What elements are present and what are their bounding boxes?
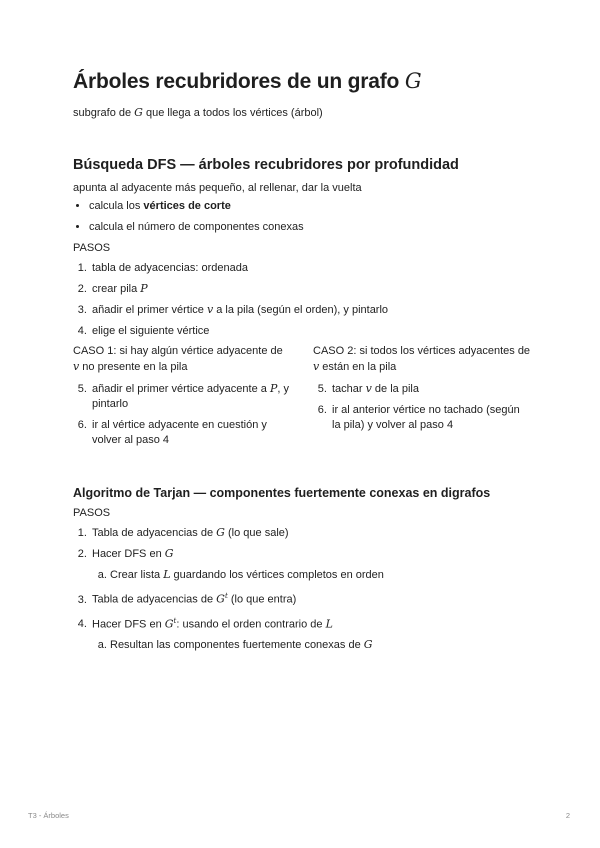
step-text: crear pila [92, 283, 141, 295]
tarjan-section [73, 484, 533, 653]
case-text: CASO 2: si todos los vértices adyacentes de [313, 345, 531, 357]
list-item [90, 546, 533, 583]
tarjan-heading: Algoritmo de Tarjan — componentes fuertemente conexas en digrafos [73, 486, 491, 500]
step-text: (lo que entra) [227, 593, 297, 606]
dfs-section [73, 155, 533, 454]
step-text: añadir el primer vértice adyacente a [92, 383, 270, 395]
step-text: Resultan las componentes fuertemente conexas de [110, 639, 364, 652]
step-var: G [363, 638, 373, 652]
step-var: L [163, 568, 171, 581]
dfs-heading: Búsqueda DFS — árboles recubridores por profundidad [73, 157, 459, 173]
step-var: L [325, 617, 333, 631]
bullet-text: calcula los [89, 200, 144, 212]
dfs-pasos-label: PASOS [73, 242, 111, 254]
case1-condition [73, 344, 291, 375]
tarjan-pasos-label: PASOS [73, 507, 111, 519]
bullet-bold-text: vértices de corte [143, 200, 231, 212]
case-text: CASO 1: si hay algún vértice adyacente de [73, 345, 283, 357]
case-text: están en la pila [319, 361, 397, 373]
step-text: a la pila (según el orden), y pintarlo [213, 304, 389, 316]
step-text: guardando los vértices completos en orden [170, 569, 384, 581]
case1-column [73, 344, 291, 454]
dfs-steps-list [73, 260, 533, 339]
step-text: , y pintarlo [92, 383, 289, 410]
step-text: de la pila [371, 383, 419, 395]
step-var: P [269, 382, 278, 395]
case1-steps [73, 381, 291, 448]
step-sup: t [173, 616, 177, 625]
list-item [90, 381, 291, 412]
list-item: 1. tabla de adyacencias: ordenada [90, 260, 533, 276]
step-text: Hacer DFS en [92, 618, 165, 631]
list-item: 4. elige el siguiente vértice [90, 323, 533, 339]
case-var: v [73, 360, 80, 373]
case-var: v [313, 360, 320, 373]
list-item [90, 302, 533, 318]
title-math-var: G [404, 69, 422, 93]
step-sup: t [224, 592, 228, 600]
step-text: Tabla de adyacencias de [92, 527, 217, 539]
step-text: (lo que sale) [224, 527, 289, 539]
tarjan-steps-list [73, 525, 533, 653]
step-var: P [140, 282, 148, 295]
page-subtitle [73, 105, 533, 121]
case2-steps [313, 381, 531, 433]
step-var: v [206, 303, 214, 316]
case2-column [313, 344, 531, 454]
footer-page-number: 2 [565, 811, 570, 820]
list-item [90, 588, 533, 608]
list-item: 6. ir al anterior vértice no tachado (según la pila) y volver al paso 4 [330, 403, 531, 433]
case-text: no presente en la pila [79, 361, 188, 373]
cases-columns [73, 344, 533, 454]
list-item [90, 525, 533, 541]
subtitle-pre: subgrafo de [73, 107, 135, 119]
step-text: tachar [332, 383, 366, 395]
tarjan-substeps [92, 567, 533, 583]
step-text: Crear lista [110, 569, 164, 581]
list-item [330, 381, 531, 397]
list-item [90, 613, 533, 654]
page-title [73, 66, 533, 97]
tarjan-substeps [92, 637, 533, 653]
case2-condition [313, 344, 531, 375]
footer-doc-title: T3 - Árboles [28, 811, 69, 820]
dfs-intro: apunta al adyacente más pequeño, al rellenar, dar la vuelta [73, 182, 362, 194]
step-var: v [365, 382, 372, 395]
list-item [90, 281, 533, 297]
subtitle-post: que llega a todos los vértices (árbol) [142, 107, 323, 119]
list-item [110, 567, 533, 583]
list-item [89, 198, 533, 214]
list-item: 6. ir al vértice adyacente en cuestión y volver al paso 4 [90, 418, 291, 448]
dfs-bullet-list [73, 198, 533, 235]
step-var: G [216, 526, 225, 539]
document-page [73, 66, 533, 658]
list-item: • calcula el número de componentes conexas [89, 219, 533, 235]
step-text: Hacer DFS en [92, 548, 165, 560]
step-var: G [164, 547, 174, 560]
step-text: añadir el primer vértice [92, 304, 207, 316]
step-var: G [216, 592, 225, 606]
step-var: G [164, 617, 174, 631]
title-text: Árboles recubridores de un grafo [73, 70, 405, 93]
list-item [110, 637, 533, 653]
subtitle-var: G [134, 106, 143, 119]
step-text: Tabla de adyacencias de [92, 593, 217, 606]
step-text: : usando el orden contrario de [176, 618, 326, 631]
